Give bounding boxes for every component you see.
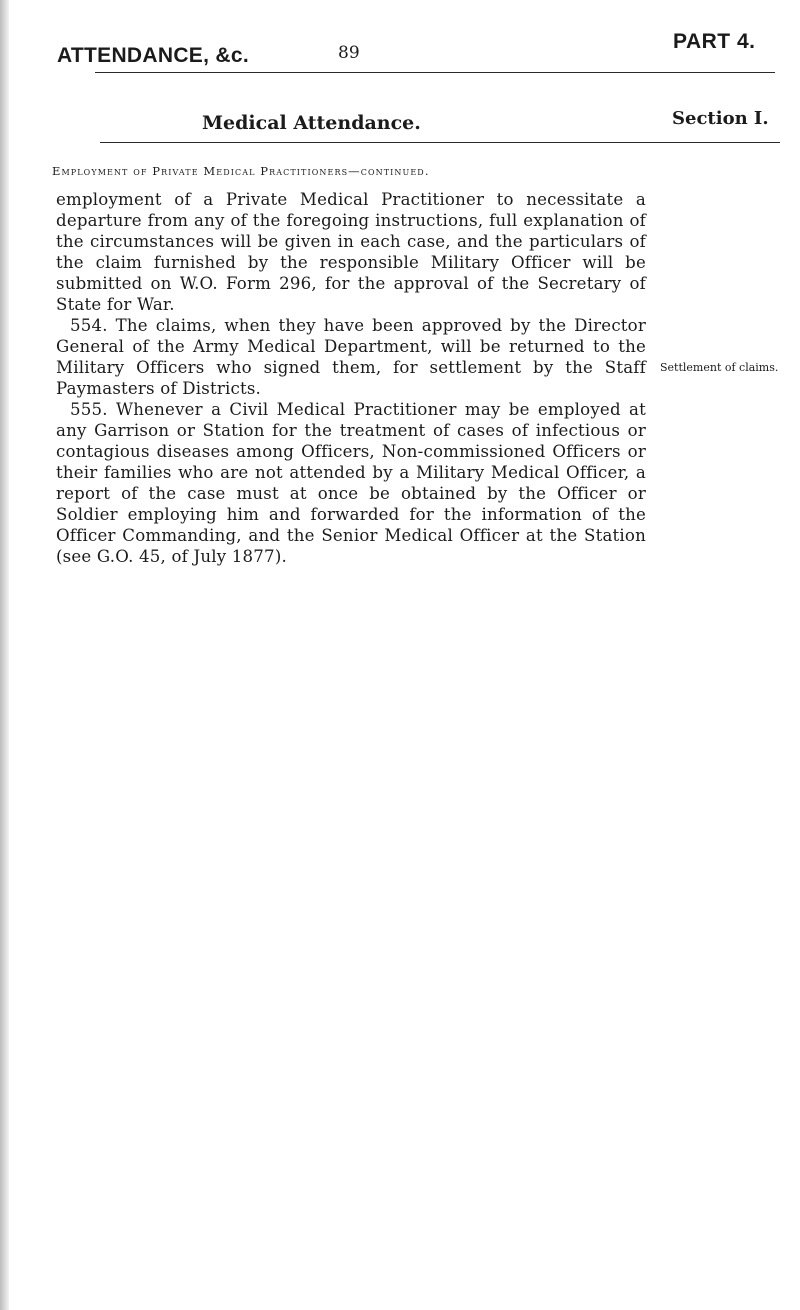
body-text	[56, 189, 646, 567]
header-rule	[95, 72, 775, 73]
section-label: Section I.	[672, 108, 769, 129]
page-number: 89	[338, 43, 360, 63]
paragraph-554: 554. The claims, when they have been approved by the Director General of the Army Medical Department, will be returned to the Military Officers who signed them, for settlement by the Staff Paymasters of Districts.	[56, 316, 646, 398]
paragraph-555: 555. Whenever a Civil Medical Practitioner may be employed at any Garrison or Station for the treatment of cases of infectious or contagious diseases among Officers, Non-commissioned Officers or their families who are not attended by a Military Medical Officer, a report of the case must at once be obtained by the Officer or Soldier employing him and forwarded for the information of the Officer Commanding, and the Senior Medical Officer at the Station (see G.O. 45, of July 1877).	[56, 400, 646, 566]
section-rule	[100, 142, 780, 143]
running-title: ATTENDANCE, &c.	[57, 44, 249, 67]
binding-shadow	[0, 0, 9, 1310]
subheading: Employment of Private Medical Practitioners—continued.	[52, 164, 430, 178]
paragraph-continuation: employment of a Private Medical Practitioner to necessitate a departure from any of the foregoing instructions, full explanation of the circumstances will be given in each case, and the particulars of the claim furnished by the responsible Military Officer will be submitted on W.O. Form 296, for the approval of the Secretary of State for War.	[56, 190, 646, 314]
margin-note: Settlement of claims.	[660, 361, 779, 374]
section-heading: Medical Attendance.	[202, 112, 421, 134]
part-label: PART 4.	[673, 30, 756, 53]
